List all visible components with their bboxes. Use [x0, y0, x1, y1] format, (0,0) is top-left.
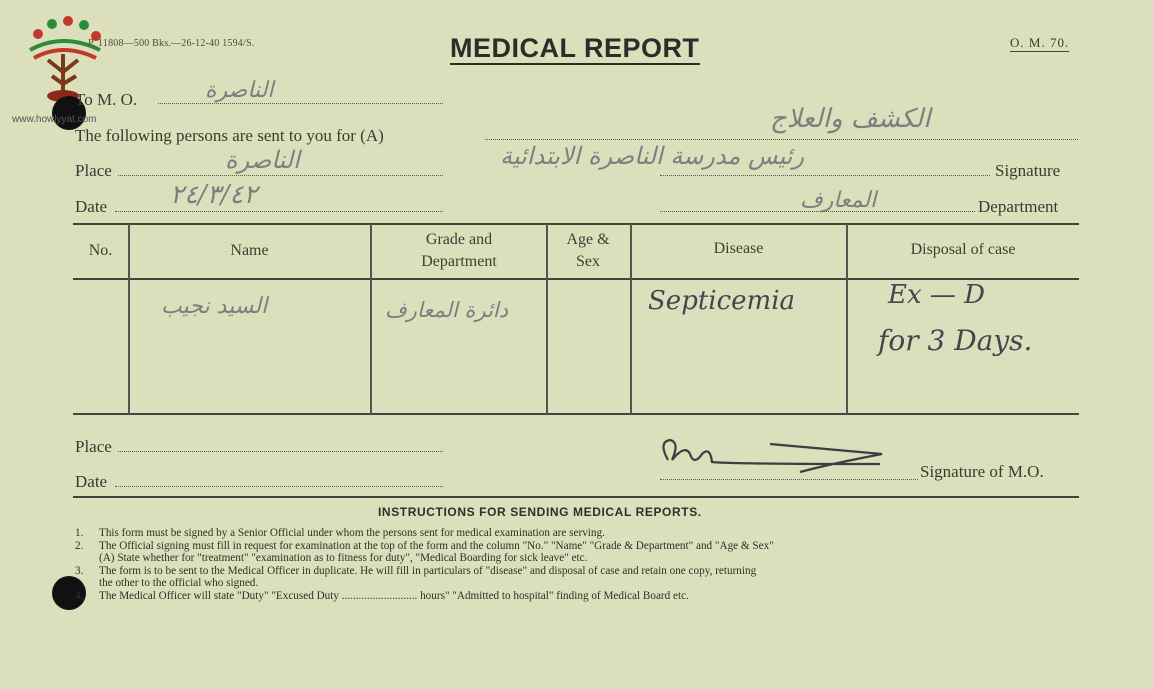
- place-line: [118, 175, 443, 176]
- header-name: Name: [230, 242, 269, 259]
- header-disease: Disease: [713, 240, 764, 257]
- instruction-item: (A) State whether for "treatment" "examination as to fitness for duty", "Medical Boarding for sick leave" etc.: [99, 552, 588, 564]
- print-reference: P. 11808—500 Bks.—26-12-40 1594/S.: [88, 38, 255, 49]
- table-bottom-rule: [73, 413, 1079, 415]
- department-label: Department: [978, 197, 1059, 216]
- footer-date-label: Date: [75, 472, 108, 491]
- purpose-line: [485, 139, 1078, 140]
- instruction-item: 4. The Medical Officer will state "Duty" "Excused Duty ........................... hours" "Admitted to hospital" finding of Medical Board etc.: [75, 589, 689, 602]
- instructions-title: INSTRUCTIONS FOR SENDING MEDICAL REPORTS.: [378, 505, 702, 519]
- form-number: O. M. 70.: [1010, 35, 1070, 50]
- watermark-site: www.howlyyat.com: [12, 114, 97, 125]
- place-label: Place: [75, 161, 112, 180]
- mo-signature-scribble: [650, 432, 910, 482]
- mo-signature-line: [660, 479, 918, 480]
- department-value: المعارف: [800, 188, 877, 213]
- to-mo-label: To M. O.: [75, 90, 138, 109]
- instruction-item: 3. The form is to be sent to the Medical Officer in duplicate. He will fill in particulars of "disease" and disposal of case and retain one copy, returning: [75, 564, 757, 577]
- footer-place-line: [118, 451, 443, 452]
- cell-disposal-line1: Ex — D: [888, 280, 986, 310]
- footer-date-line: [115, 486, 443, 487]
- purpose-label: The following persons are sent to you for (A): [75, 126, 384, 145]
- to-mo-value: الناصرة: [205, 78, 274, 103]
- page-title: MEDICAL REPORT: [450, 33, 700, 63]
- mo-signature-label: Signature of M.O.: [920, 462, 1044, 481]
- purpose-value: الكشف والعلاج: [770, 104, 931, 134]
- date-line: [115, 211, 443, 212]
- instruction-item: 2. The Official signing must fill in request for examination at the top of the form and the column "No." "Name" "Grade & Department" and "Age & Sex": [75, 539, 774, 552]
- table-row: [73, 280, 1079, 413]
- date-value: ٢٤/٣/٤٢: [170, 180, 258, 210]
- date-label: Date: [75, 197, 108, 216]
- instructions-list: [75, 527, 1085, 602]
- instruction-item: the other to the official who signed.: [99, 577, 259, 589]
- footer-place-label: Place: [75, 437, 112, 456]
- instructions-rule: [73, 496, 1079, 498]
- instruction-item: 1. This form must be signed by a Senior Official under whom the persons sent for medical examination are serving.: [75, 527, 605, 539]
- table-top-rule: [73, 223, 1079, 225]
- header-disposal: Disposal of case: [910, 241, 1016, 258]
- signature-label: Signature: [995, 161, 1061, 180]
- to-mo-line: [158, 103, 443, 104]
- cell-grade: دائرة المعارف: [385, 298, 509, 322]
- signature-line: [660, 175, 990, 176]
- cell-disease: Septicemia: [648, 286, 796, 316]
- place-value: الناصرة: [225, 146, 300, 174]
- header-no: No.: [88, 242, 113, 259]
- header-age-sex: Age & Sex: [566, 231, 610, 270]
- cell-name: السيد نجيب: [161, 294, 268, 319]
- header-grade: Grade and Department: [421, 231, 497, 270]
- cell-disposal-line2: for 3 Days.: [878, 324, 1033, 357]
- signature-value: رئيس مدرسة الناصرة الابتدائية: [500, 142, 805, 170]
